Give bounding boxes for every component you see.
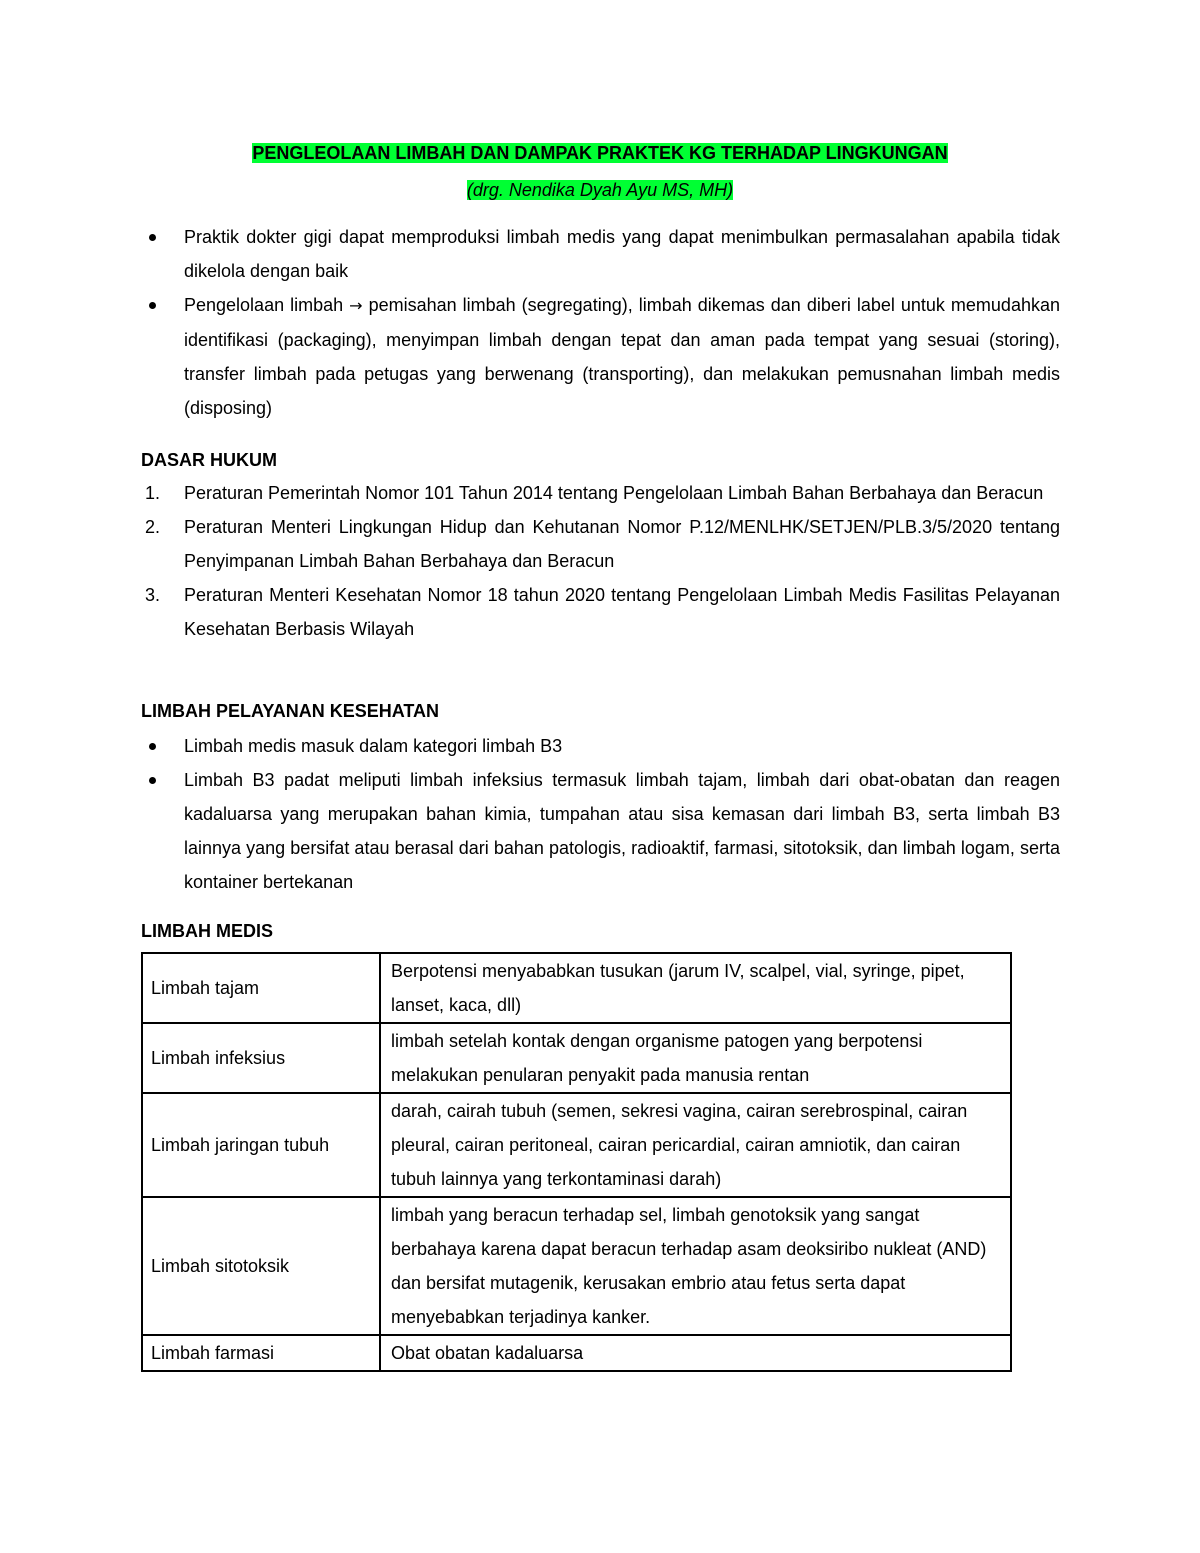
bullet-icon <box>149 302 156 309</box>
document-title-text: PENGLEOLAAN LIMBAH DAN DAMPAK PRAKTEK KG TERHADAP LINGKUNGAN <box>252 143 948 163</box>
table-cell-desc: darah, cairah tubuh (semen, sekresi vagina, cairan serebrospinal, cairan pleural, cairan peritoneal, cairan pericardial, cairan amniotik, dan cairan tubuh lainnya yang terkontaminasi darah) <box>380 1093 1011 1197</box>
table-cell-desc: limbah yang beracun terhadap sel, limbah genotoksik yang sangat berbahaya karena dapat beracun terhadap asam deoksiribo nukleat (AND) dan bersifat mutagenik, kerusakan embrio atau fetus serta dapat menyebabkan terjadinya kanker. <box>380 1197 1011 1335</box>
list-item: Limbah medis masuk dalam kategori limbah B3 <box>145 729 1060 763</box>
table-row <box>142 953 1011 1023</box>
table-row <box>142 1197 1011 1335</box>
limbah-medis-table <box>141 952 1012 1372</box>
bullet-lead: Pengelolaan limbah <box>184 295 344 315</box>
list-item: Praktik dokter gigi dapat memproduksi limbah medis yang dapat menimbulkan permasalahan apabila tidak dikelola dengan baik <box>145 220 1060 288</box>
table-cell-type: Limbah jaringan tubuh <box>142 1093 380 1197</box>
list-item: Limbah B3 padat meliputi limbah infeksius termasuk limbah tajam, limbah dari obat-obatan dan reagen kadaluarsa yang merupakan bahan kimia, tumpahan atau sisa kemasan dari limbah B3, serta limbah B3 lainnya yang bersifat atau berasal dari bahan patologis, radioaktif, farmasi, sitotoksik, dan limbah logam, serta kontainer bertekanan <box>145 763 1060 899</box>
arrow-right-icon: → <box>349 296 363 315</box>
section-heading-limbah-medis: LIMBAH MEDIS <box>141 921 273 941</box>
table-cell-desc: limbah setelah kontak dengan organisme patogen yang berpotensi melakukan penularan penyakit pada manusia rentan <box>380 1023 1011 1093</box>
document-title <box>0 140 1200 166</box>
list-number: 1. <box>145 483 161 503</box>
table-cell-type: Limbah sitotoksik <box>142 1197 380 1335</box>
bullet-icon <box>149 743 156 750</box>
table-row <box>142 1093 1011 1197</box>
bullet-icon <box>149 777 156 784</box>
section-heading-dasar-hukum: DASAR HUKUM <box>141 450 277 470</box>
table-cell-type: Limbah infeksius <box>142 1023 380 1093</box>
document-author <box>0 177 1200 203</box>
list-number: 2. <box>145 517 161 537</box>
table-cell-type: Limbah tajam <box>142 953 380 1023</box>
dasar-hukum-list <box>145 476 1060 646</box>
list-item: 2. Peraturan Menteri Lingkungan Hidup dan Kehutanan Nomor P.12/MENLHK/SETJEN/PLB.3/5/2020 tentang Penyimpanan Limbah Bahan Berbahaya dan Beracun <box>145 510 1060 578</box>
list-item: 3. Peraturan Menteri Kesehatan Nomor 18 tahun 2020 tentang Pengelolaan Limbah Medis Fasilitas Pelayanan Kesehatan Berbasis Wilayah <box>145 578 1060 646</box>
intro-bullet-list <box>145 220 1060 425</box>
document-author-text: (drg. Nendika Dyah Ayu MS, MH) <box>466 180 734 200</box>
bullet-icon <box>149 234 156 241</box>
list-item: Pengelolaan limbah → pemisahan limbah (segregating), limbah dikemas dan diberi label untuk memudahkan identifikasi (packaging), menyimpan limbah dengan tepat dan aman pada tempat yang sesuai (storing), transfer limbah pada petugas yang berwenang (transporting), dan melakukan pemusnahan limbah medis (disposing) <box>145 288 1060 425</box>
list-item: 1. Peraturan Pemerintah Nomor 101 Tahun 2014 tentang Pengelolaan Limbah Bahan Berbahaya dan Beracun <box>145 476 1060 510</box>
table-cell-desc: Obat obatan kadaluarsa <box>380 1335 1011 1371</box>
table-cell-desc: Berpotensi menyababkan tusukan (jarum IV, scalpel, vial, syringe, pipet, lanset, kaca, dll) <box>380 953 1011 1023</box>
table-row <box>142 1023 1011 1093</box>
limbah-pelayanan-list <box>145 729 1060 899</box>
table-row <box>142 1335 1011 1371</box>
table-cell-type: Limbah farmasi <box>142 1335 380 1371</box>
list-number: 3. <box>145 585 161 605</box>
section-heading-limbah-pelayanan: LIMBAH PELAYANAN KESEHATAN <box>141 701 440 721</box>
